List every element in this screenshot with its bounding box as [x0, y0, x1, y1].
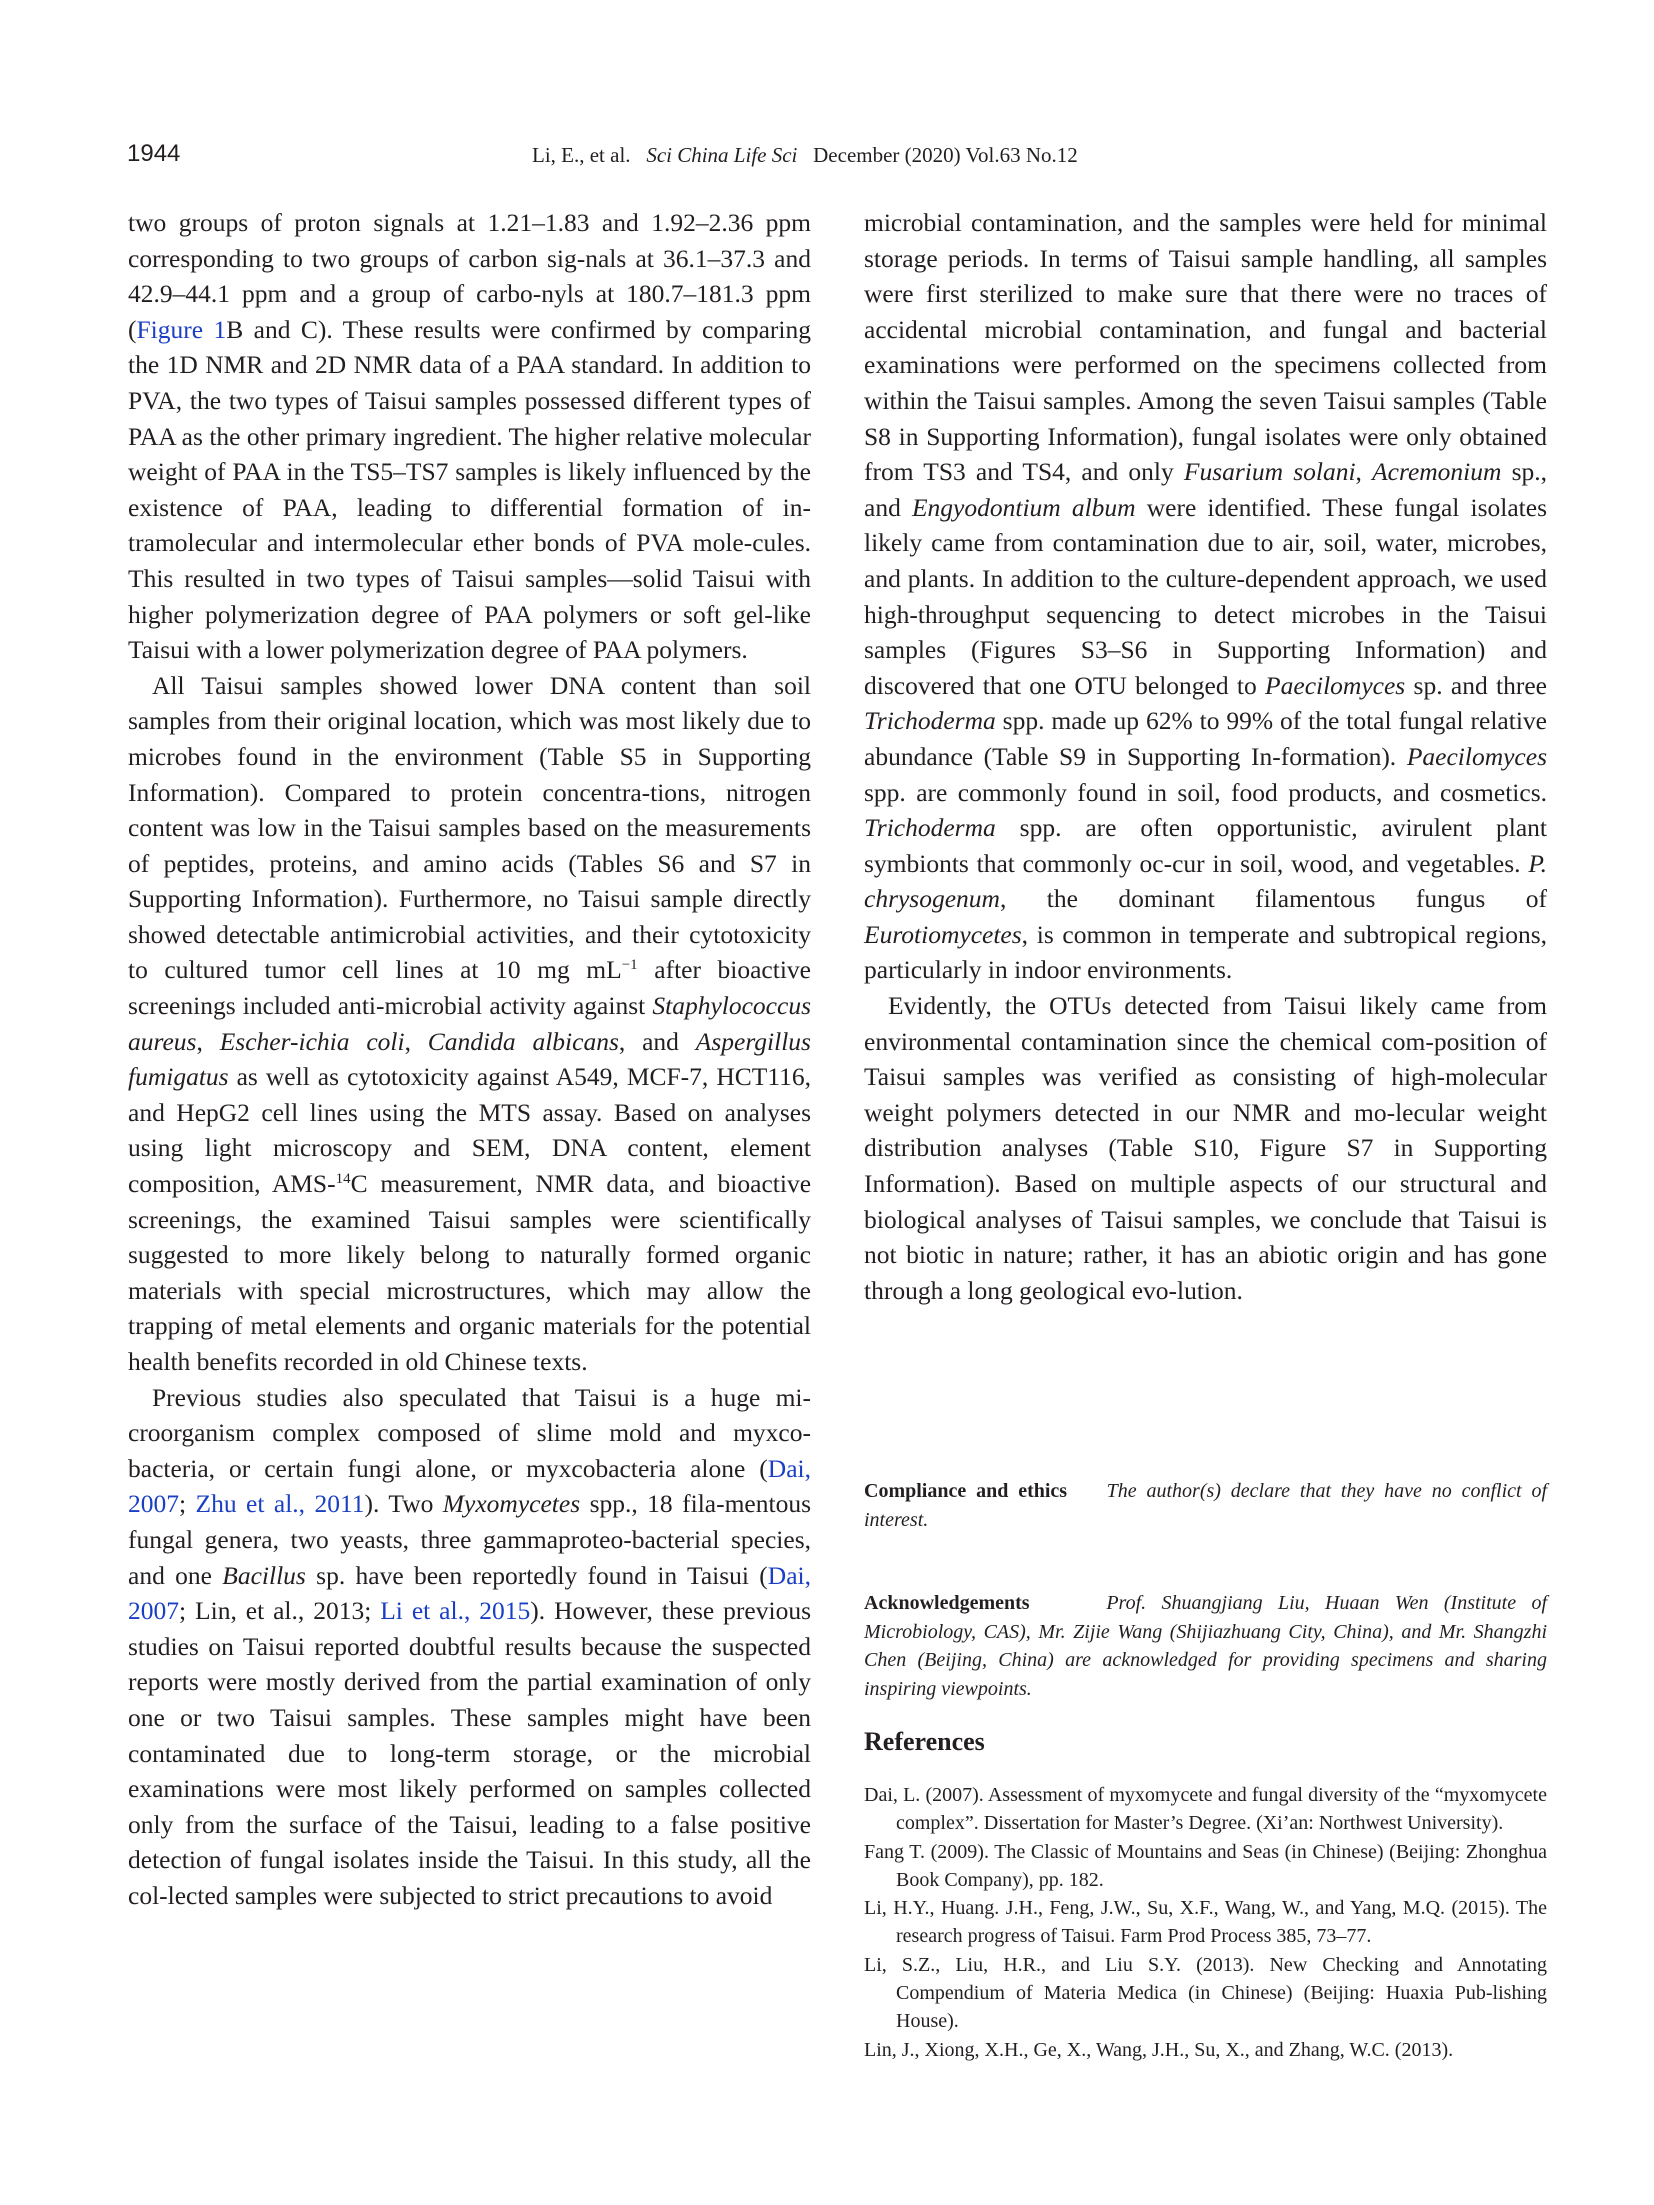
header-authors: Li, E., et al.	[532, 143, 631, 167]
page-number: 1944	[127, 140, 181, 167]
left-column	[128, 205, 811, 1914]
running-title	[532, 143, 1078, 168]
acknowledgements-text: Prof. Shuangjiang Liu, Huaan Wen (Institute of Microbiology, CAS), Mr. Zijie Wang (Shijiazhuang City, China), and Mr. Shangzhi Chen (Beijing, China) are acknowledged for providing specimens and sharing inspiring viewpoints.	[864, 1592, 1548, 1700]
header-journal: Sci China Life Sci	[646, 143, 798, 167]
citation-link[interactable]: Li et al., 2015	[380, 1596, 531, 1626]
reference-item: Li, S.Z., Liu, H.R., and Liu S.Y. (2013). New Checking and Annotating Compendium of Materia Medica (in Chinese) (Beijing: Huaxia Pub-lishing House).	[864, 1953, 1547, 2033]
right-column	[864, 205, 1547, 1308]
paragraph: Evidently, the OTUs detected from Taisui likely came from environmental contamination since the chemical com-position of Taisui samples was verified as consisting of high-molecular weight polymers detected in our NMR and mo-lecular weight distribution analyses (Table S10, Figure S7 in Supporting Information). Based on multiple aspects of our structural and biological analyses of Taisui samples, we conclude that Taisui is not biotic in nature; rather, it has an abiotic origin and has gone through a long geological evo-lution.	[864, 991, 1547, 1305]
paragraph: microbial contamination, and the samples were held for minimal storage periods. In terms of Taisui sample handling, all samples were first sterilized to make sure that there were no traces of accidental microbial contamination, and fungal and bacterial examinations were performed on the specimens collected from within the Taisui samples. Among the seven Taisui samples (Table S8 in Supporting Information), fungal isolates were only obtained from TS3 and TS4, and only Fusarium solani, Acremonium sp., and Engyodontium album were identified. These fungal isolates likely came from contamination due to air, soil, water, microbes, and plants. In addition to the culture-dependent approach, we used high-throughput sequencing to detect microbes in the Taisui samples (Figures S3–S6 in Supporting Information) and discovered that one OTU belonged to Paecilomyces sp. and three Trichoderma spp. made up 62% to 99% of the total fungal relative abundance (Table S9 in Supporting In-formation). Paecilomyces spp. are commonly found in soil, food products, and cosmetics. Trichoderma spp. are often opportunistic, avirulent plant symbionts that commonly oc-cur in soil, wood, and vegetables. P. chrysogenum, the dominant filamentous fungus of Eurotiomycetes, is common in temperate and subtropical regions, particularly in indoor environments.	[864, 208, 1548, 985]
running-header	[0, 140, 1654, 174]
compliance-text: The author(s) declare that they have no conflict of interest.	[864, 1480, 1548, 1531]
reference-item: Lin, J., Xiong, X.H., Ge, X., Wang, J.H., Su, X., and Zhang, W.C. (2013).	[864, 2038, 1454, 2061]
citation-link[interactable]: Dai, 2007	[128, 1560, 811, 1626]
compliance-label: Compliance and ethics	[864, 1480, 1068, 1502]
compliance-statement	[864, 1477, 1547, 1534]
citation-link[interactable]: Dai, 2007	[128, 1453, 811, 1519]
header-issue: December (2020) Vol.63 No.12	[813, 143, 1078, 167]
references-heading: References	[864, 1727, 985, 1756]
acknowledgements-label: Acknowledgements	[864, 1592, 1030, 1614]
citation-link[interactable]: Zhu et al., 2011	[195, 1489, 365, 1519]
paragraph: two groups of proton signals at 1.21–1.83 and 1.92–2.36 ppm corresponding to two groups of carbon sig-nals at 36.1–37.3 and 42.9–44.1 ppm and a group of carbo-nyls at 180.7–181.3 ppm (Figure 1B and C). These results were confirmed by comparing the 1D NMR and 2D NMR data of a PAA standard. In addition to PVA, the two types of Taisui samples possessed different types of PAA as the other primary ingredient. The higher relative molecular weight of PAA in the TS5–TS7 samples is likely influenced by the existence of PAA, leading to differential formation of in-tramolecular and intermolecular ether bonds of PVA mole-cules. This resulted in two types of Taisui samples—solid Taisui with higher polymerization degree of PAA polymers or soft gel-like Taisui with a lower polymerization degree of PAA polymers.	[128, 208, 811, 665]
reference-item: Li, H.Y., Huang. J.H., Feng, J.W., Su, X.F., Wang, W., and Yang, M.Q. (2015). The research progress of Taisui. Farm Prod Process 385, 73–77.	[864, 1897, 1547, 1948]
reference-item: Dai, L. (2007). Assessment of myxomycete and fungal diversity of the “myxomycete complex”. Dissertation for Master’s Degree. (Xi’an: Northwest University).	[864, 1784, 1547, 1835]
reference-list	[864, 1781, 1547, 2064]
paragraph: All Taisui samples showed lower DNA content than soil samples from their original location, which was most likely due to microbes found in the environment (Table S5 in Supporting Information). Compared to protein concentra-tions, nitrogen content was low in the Taisui samples based on the measurements of peptides, proteins, and amino acids (Tables S6 and S7 in Supporting Information). Furthermore, no Taisui sample directly showed detectable antimicrobial activities, and their cytotoxicity to cultured tumor cell lines at 10 mg $mL^{-1}$ after bioactive screenings included anti-microbial activity against Staphylococcus aureus, Escher-ichia coli, Candida albicans, and Aspergillus fumigatus as well as cytotoxicity against A549, MCF-7, HCT116, and HepG2 cell lines using the MTS assay. Based on analyses using light microscopy and SEM, DNA content, element composition, AMS-$^{14}$C measurement, NMR data, and bioactive screenings, the examined Taisui samples were scientifically suggested to more likely belong to naturally formed organic materials with special microstructures, which may allow the trapping of metal elements and organic materials for the potential health benefits recorded in old Chinese texts.	[128, 670, 812, 1376]
paragraph: Previous studies also speculated that Taisui is a huge mi-croorganism complex composed of slime mold and myxco-bacteria, or certain fungi alone, or myxcobacteria alone (Dai, 2007; Zhu et al., 2011). Two Myxomycetes spp., 18 fila-mentous fungal genera, two yeasts, three gammaproteo-bacterial species, and one Bacillus sp. have been reportedly found in Taisui (Dai, 2007; Lin, et al., 2013; Li et al., 2015). However, these previous studies on Taisui reported doubtful results because the suspected reports were mostly derived from the partial examination of only one or two Taisui samples. These samples might have been contaminated due to long-term storage, or the microbial examinations were most likely performed on samples collected only from the surface of the Taisui, leading to a false positive detection of fungal isolates inside the Taisui. In this study, all the col-lected samples were subjected to strict precautions to avoid	[128, 1382, 811, 1910]
acknowledgements	[864, 1589, 1547, 1703]
figure-link[interactable]: Figure 1	[136, 314, 227, 344]
reference-item: Fang T. (2009). The Classic of Mountains and Seas (in Chinese) (Beijing: Zhonghua Book Company), pp. 182.	[864, 1840, 1547, 1891]
